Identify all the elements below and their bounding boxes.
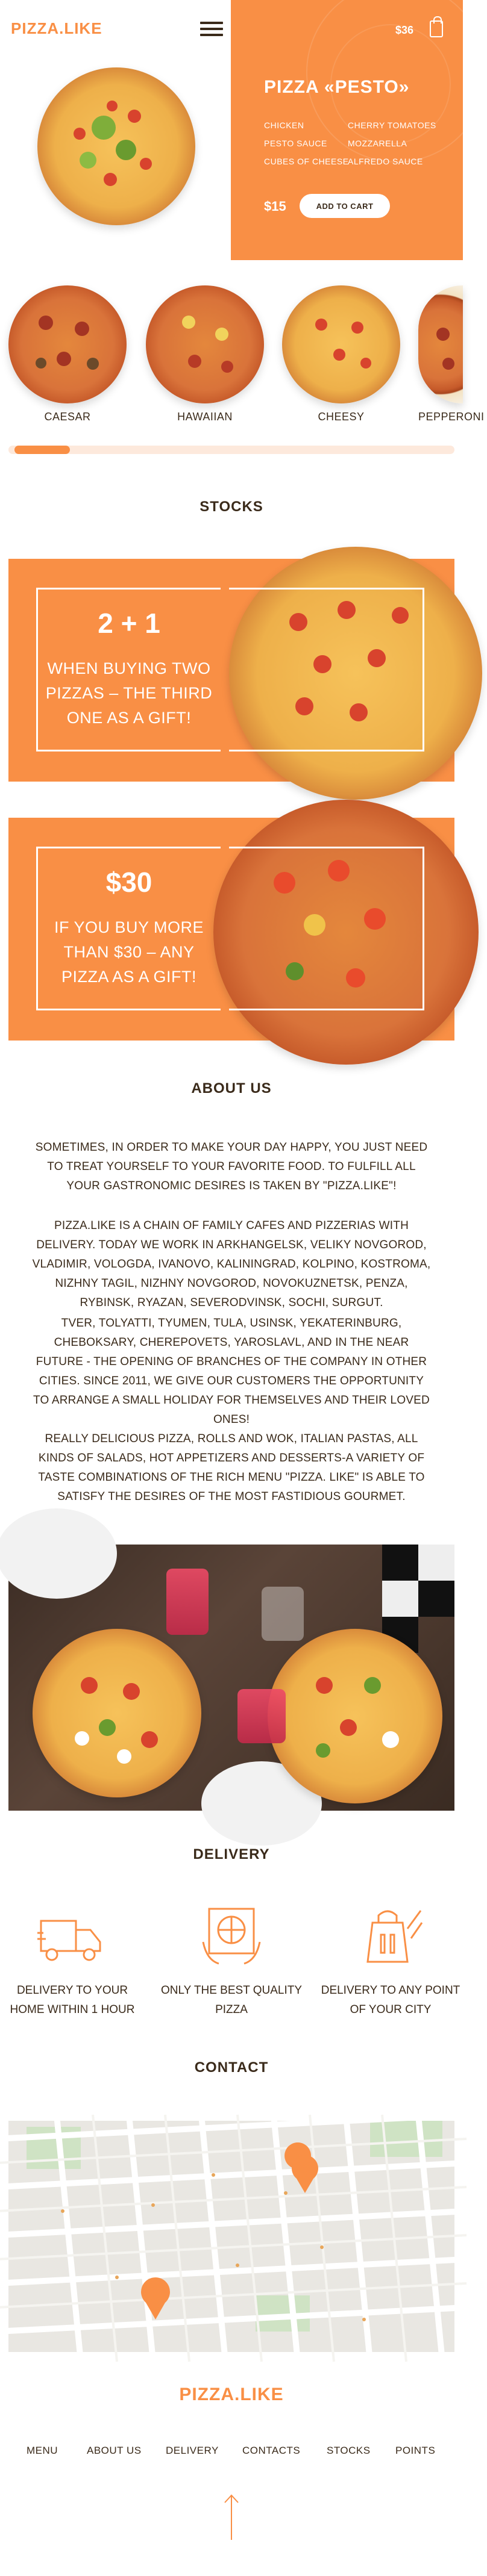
hamburger-menu-icon[interactable]	[200, 22, 223, 39]
ingredient-item: CHICKEN	[264, 120, 304, 130]
delivery-truck-icon	[37, 1909, 104, 1969]
add-to-cart-button[interactable]: ADD TO CART	[300, 194, 390, 218]
footer-link-points[interactable]: POINTS	[395, 2445, 436, 2456]
promo-text: WHEN BUYING TWO PIZZAS – THE THIRD ONE AS A GIFT!	[45, 659, 213, 727]
promo-text: IF YOU BUY MORE THAN $30 – ANY PIZZA AS A GIFT!	[54, 918, 204, 986]
delivery-title: DELIVERY	[193, 1846, 270, 1862]
cart-total[interactable]: $36	[395, 24, 414, 36]
delivery-bag-icon	[360, 1905, 427, 1965]
footer-link-delivery[interactable]: DELIVERY	[166, 2445, 219, 2456]
promo-headline: 2 + 1	[98, 608, 160, 639]
location-map[interactable]	[8, 2121, 454, 2352]
footer-logo[interactable]: PIZZA.LIKE	[179, 2385, 284, 2404]
arrow-up-icon[interactable]	[222, 2493, 240, 2541]
about-paragraph: TVER, TOLYATTI, TYUMEN, TULA, USINSK, YEKATERINBURG, CHEBOKSARY, CHEREPOVETS, YAROSLAVL, AND IN THE NEAR FUTURE - THE OPENING OF BRANCHES OF THE COMPANY IN OTHER CITIES. SINCE 2011, WE GIVE OUR CUSTOMERS THE OPPORTUNITY TO ARRANGE A SMALL HOLIDAY FOR THEMSELVES AND THEIR LOVED ONES!	[33, 1317, 430, 1426]
contact-title: CONTACT	[194, 2059, 269, 2076]
carousel-scrollbar-track[interactable]	[8, 446, 454, 454]
site-logo[interactable]: PIZZA.LIKE	[11, 19, 102, 37]
about-paragraph: SOMETIMES, IN ORDER TO MAKE YOUR DAY HAPPY, YOU JUST NEED TO TREAT YOURSELF TO YOUR FAVORITE FOOD. TO FULFILL ALL YOUR GASTRONOMIC DESIRES IS TAKEN BY "PIZZA.LIKE"!	[35, 1141, 428, 1192]
carousel-item-label[interactable]: PEPPERONI	[418, 411, 485, 423]
footer-link-stocks[interactable]: STOCKS	[327, 2445, 371, 2456]
promo-banner[interactable]	[8, 818, 454, 1041]
carousel-item-label[interactable]: HAWAIIAN	[177, 411, 233, 423]
ingredient-item: CUBES OF CHEESE	[264, 157, 349, 166]
restaurant-table-photo	[8, 1545, 454, 1811]
ingredient-item: ALFREDO SAUCE	[348, 157, 423, 166]
product-price: $15	[264, 199, 286, 214]
hero-pizza-image	[37, 67, 195, 225]
product-card	[231, 0, 463, 260]
promo-headline: $30	[105, 866, 152, 898]
pizza-in-hands-icon	[198, 1906, 265, 1966]
carousel-pizza-hawaiian[interactable]	[146, 285, 264, 403]
carousel-item-label[interactable]: CAESAR	[44, 411, 91, 423]
delivery-feature-text: ONLY THE BEST QUALITY PIZZA	[160, 1984, 303, 2016]
promo-banner[interactable]	[8, 559, 454, 782]
about-title: ABOUT US	[191, 1080, 272, 1097]
product-title: PIZZA «PESTO»	[264, 77, 410, 97]
carousel-pizza-caesar[interactable]	[8, 285, 127, 403]
delivery-feature-text: DELIVERY TO ANY POINT OF YOUR CITY	[321, 1984, 460, 2016]
carousel-pizza-cheesy[interactable]	[282, 285, 400, 403]
carousel-scrollbar-thumb[interactable]	[14, 446, 70, 454]
about-paragraph: REALLY DELICIOUS PIZZA, ROLLS AND WOK, ITALIAN PASTAS, ALL KINDS OF SALADS, HOT APPETIZERS AND DESSERTS-A VARIETY OF TASTE COMBINATIONS OF THE RICH MENU "PIZZA. LIKE" IS ABLE TO SATISFY THE DESIRES OF THE MOST FASTIDIOUS GOURMET.	[38, 1433, 425, 1503]
stocks-title: STOCKS	[200, 499, 263, 515]
carousel-pizza-pepperoni[interactable]	[418, 285, 463, 403]
about-paragraph: PIZZA.LIKE IS A CHAIN OF FAMILY CAFES AND PIZZERIAS WITH DELIVERY. TODAY WE WORK IN ARKHANGELSK, VELIKY NOVGOROD, VLADIMIR, VOLOGDA, IVANOVO, KALININGRAD, KOLPINO, KOSTROMA, NIZHNY TAGIL, NIZHNY NOVGOROD, NOVOKUZNETSK, PENZA, RYBINSK, RYAZAN, SEVERODVINSK, SOCHI, SURGUT.	[32, 1219, 431, 1309]
footer-link-menu[interactable]: MENU	[27, 2445, 58, 2456]
shopping-bag-icon[interactable]	[430, 20, 443, 37]
footer-link-contacts[interactable]: CONTACTS	[242, 2445, 301, 2456]
footer-link-about[interactable]: ABOUT US	[87, 2445, 142, 2456]
ingredient-item: MOZZARELLA	[348, 138, 407, 148]
delivery-feature-text: DELIVERY TO YOUR HOME WITHIN 1 HOUR	[10, 1984, 135, 2016]
ingredient-item: PESTO SAUCE	[264, 138, 327, 148]
carousel-item-label[interactable]: CHEESY	[318, 411, 365, 423]
ingredient-item: CHERRY TOMATOES	[348, 120, 436, 130]
